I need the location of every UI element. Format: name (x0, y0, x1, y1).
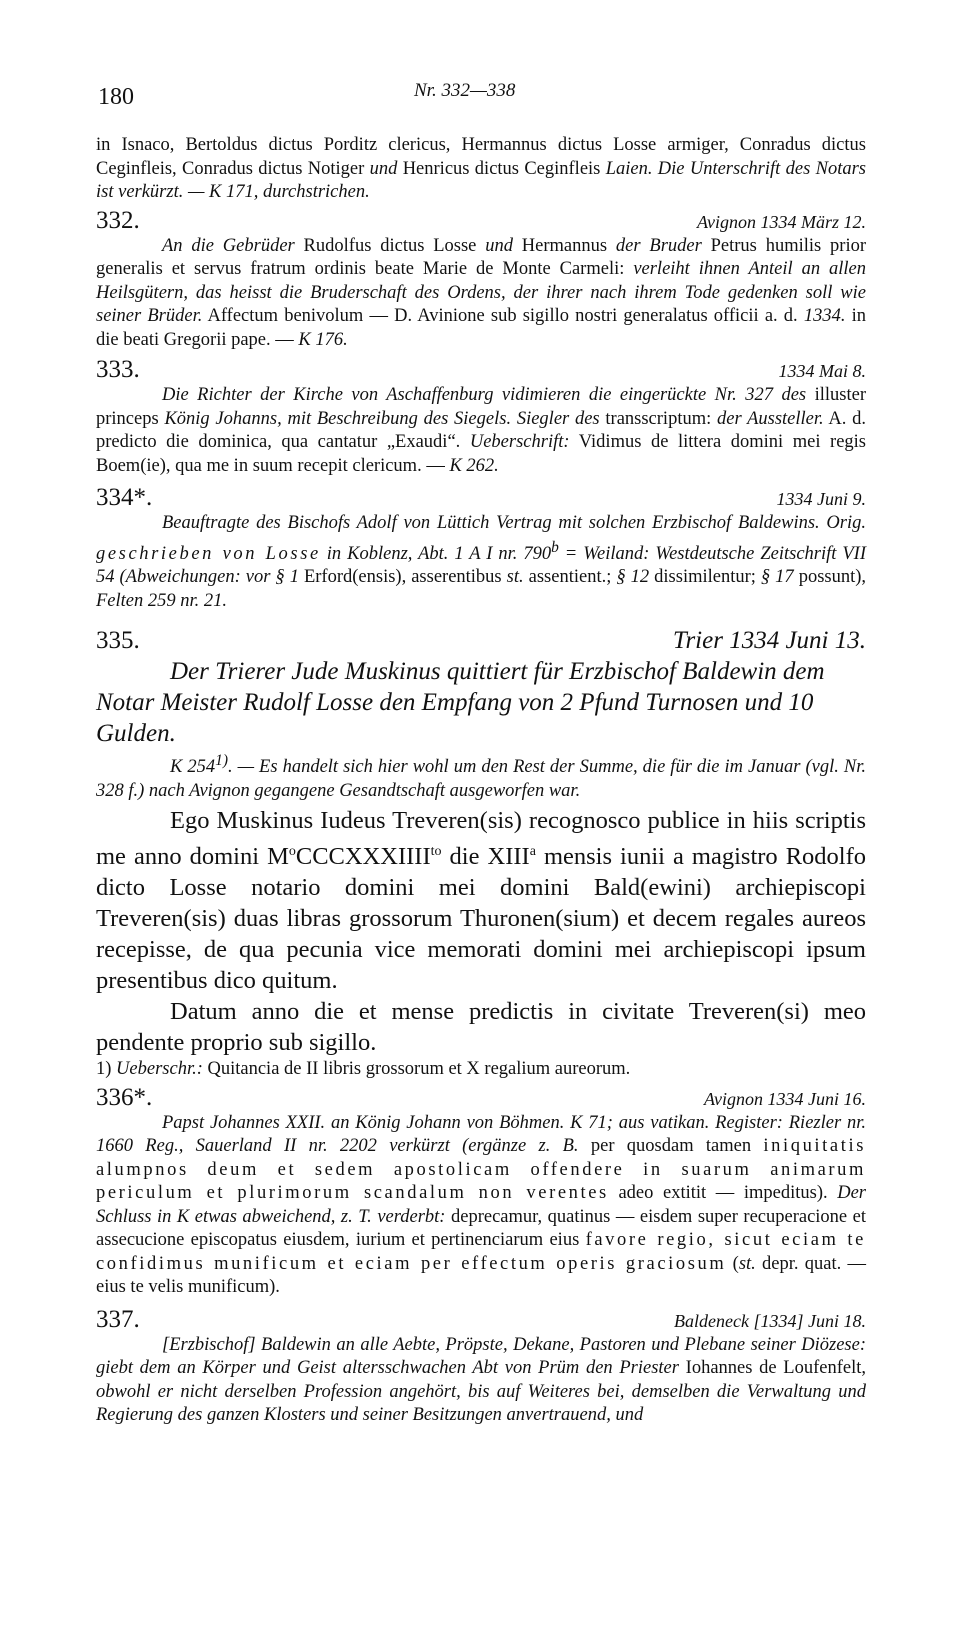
entry-337 (96, 1306, 866, 1428)
entry-number: 336*. (96, 1083, 153, 1111)
entry-number: 332. (96, 206, 140, 234)
intro-paragraph: in Isnaco, Bertoldus dictus Porditz clericus, Hermannus dictus Losse armiger, Conradus dictus Ceginfleis, Conradus dictus Notiger und Henricus dictus Ceginfleis Laien. Die Unterschrift des Notars ist verkürzt. — K 171, durchstrichen. (96, 135, 866, 202)
page-number: 180 (98, 84, 134, 110)
entry-number: 334*. (96, 484, 153, 511)
entry-335 (96, 625, 866, 1082)
entry-332 (96, 207, 866, 353)
entry-text: An die Gebrüder Rudolfus dictus Losse und Hermannus der Bruder Petrus humilis prior generalis et servus fratrum ordinis beate Marie de Monte Carmeli: verleiht ihnen Anteil an allen Heilsgütern, das heisst die Bruderschaft des Ordens, der ihrer nach ihrem Tode gedenken soll wie seiner Brüder. Affectum benivolum — D. Avinione sub sigillo nostri generalatus officii a. d. 1334. in die beati Gregorii pape. — K 176. (96, 235, 867, 350)
entry-note: K 254$^{1)}$. — Es handelt sich hier wohl um den Rest der Summe, die für die im Januar (vgl. Nr. 328 f.) nach Avignon gegangene Gesandtschaft ausgeworfen war. (96, 752, 866, 801)
running-head: Nr. 332—338 (414, 80, 516, 101)
entry-text: [Erzbischof] Baldewin an alle Aebte, Pröpste, Dekane, Pastoren und Plebane seiner Diözese: giebt dem an Körper und Geist altersschwachen Abt von Prüm den Priester Iohannes de Loufenfelt, obwohl er nicht derselben Profession angehört, bis auf Weiteres bei, demselben die Verwaltung und Regierung des ganzen Klosters und seiner Besitzungen anvertrauend, und (96, 1334, 866, 1426)
entry-date: Avignon 1334 März 12. (697, 211, 866, 232)
entry-number: 333. (96, 356, 140, 383)
entry-336 (96, 1084, 866, 1300)
entry-date: Baldeneck [1334] Juni 18. (674, 1310, 866, 1331)
entry-number: 337. (96, 1305, 140, 1333)
entry-regest: Der Trierer Jude Muskinus quittiert für Erzbischof Baldewin dem Notar Meister Rudolf Losse den Empfang von 2 Pfund Turnosen und 10 Gulden. (96, 658, 825, 748)
entry-number: 335. (96, 627, 140, 655)
document-text: Ego Muskinus Iudeus Treveren(sis) recognosco publice in hiis scriptis me anno domini $M^oCCCXXXIIII^{to}$ die XIII$^a$ mensis iunii a magistro Rodolfo dicto Losse notario domini mei domini Bald(ewini) archiepiscopi Treveren(sis) duas libras grossorum Thuronen(sium) et decem regales aureos recepisse, de qua pecunia vice memorati domini mei archiepiscopi ipsum presentibus dico quitum. (96, 807, 866, 995)
entry-text: Beauftragte des Bischofs Adolf von Lüttich Vertrag mit solchen Erzbischof Baldewins. Orig. geschrieben von Losse in Koblenz, Abt. 1 A I nr. $790^b$ = Weiland: Westdeutsche Zeitschrift VII 54 (Abweichungen: vor § 1 Erford(ensis), asserentibus st. assentient.; § 12 dissimilentur; § 17 possunt), Felten 259 nr. 21. (96, 513, 867, 611)
entry-date: 1334 Juni 9. (776, 489, 866, 509)
footnote: 1) Ueberschr.: Quitancia de II libris grossorum et X regalium aureorum. (96, 1059, 631, 1080)
entry-333 (96, 356, 866, 478)
entry-date: 1334 Mai 8. (778, 361, 866, 381)
document-dating: Datum anno die et mense predictis in civitate Treveren(si) meo pendente proprio sub sigillo. (96, 998, 866, 1057)
page (96, 0, 866, 1428)
entry-date: Avignon 1334 Juni 16. (704, 1088, 866, 1109)
entry-text: Die Richter der Kirche von Aschaffenburg vidimieren die eingerückte Nr. 327 des illuster princeps König Johanns, mit Beschreibung des Siegels. Siegler des transscriptum: der Aussteller. A. d. predicto die dominica, qua cantatur „Exaudi“. Ueberschrift: Vidimus de littera domini mei regis Boem(ie), qua me in suum recepit clericum. — K 262. (96, 385, 866, 476)
entry-334 (96, 484, 866, 613)
entry-text: Papst Johannes XXII. an König Johann von Böhmen. K 71; aus vatikan. Register: Riezler nr. 1660 Reg., Sauerland II nr. 2202 verkürzt (ergänze z. B. per quosdam tamen iniquitatis alumpnos deum et sedem apostolicam offendere in suarum animarum periculum et plurimorum scandalum non verentes adeo extitit — impeditus). Der Schluss in K etwas abweichend, z. T. verderbt: deprecamur, quatinus — eisdem super recuperacione et assecucione episcopatus eiusdem, iurium et pertinenciarum eius favore regio, sicut eciam te confidimus munificum et eciam per effectum operis graciosum (st. depr. quat. — eius te velis munificum). (96, 1112, 867, 1298)
entry-date: Trier 1334 Juni 13. (672, 627, 866, 655)
page-header (96, 0, 866, 110)
